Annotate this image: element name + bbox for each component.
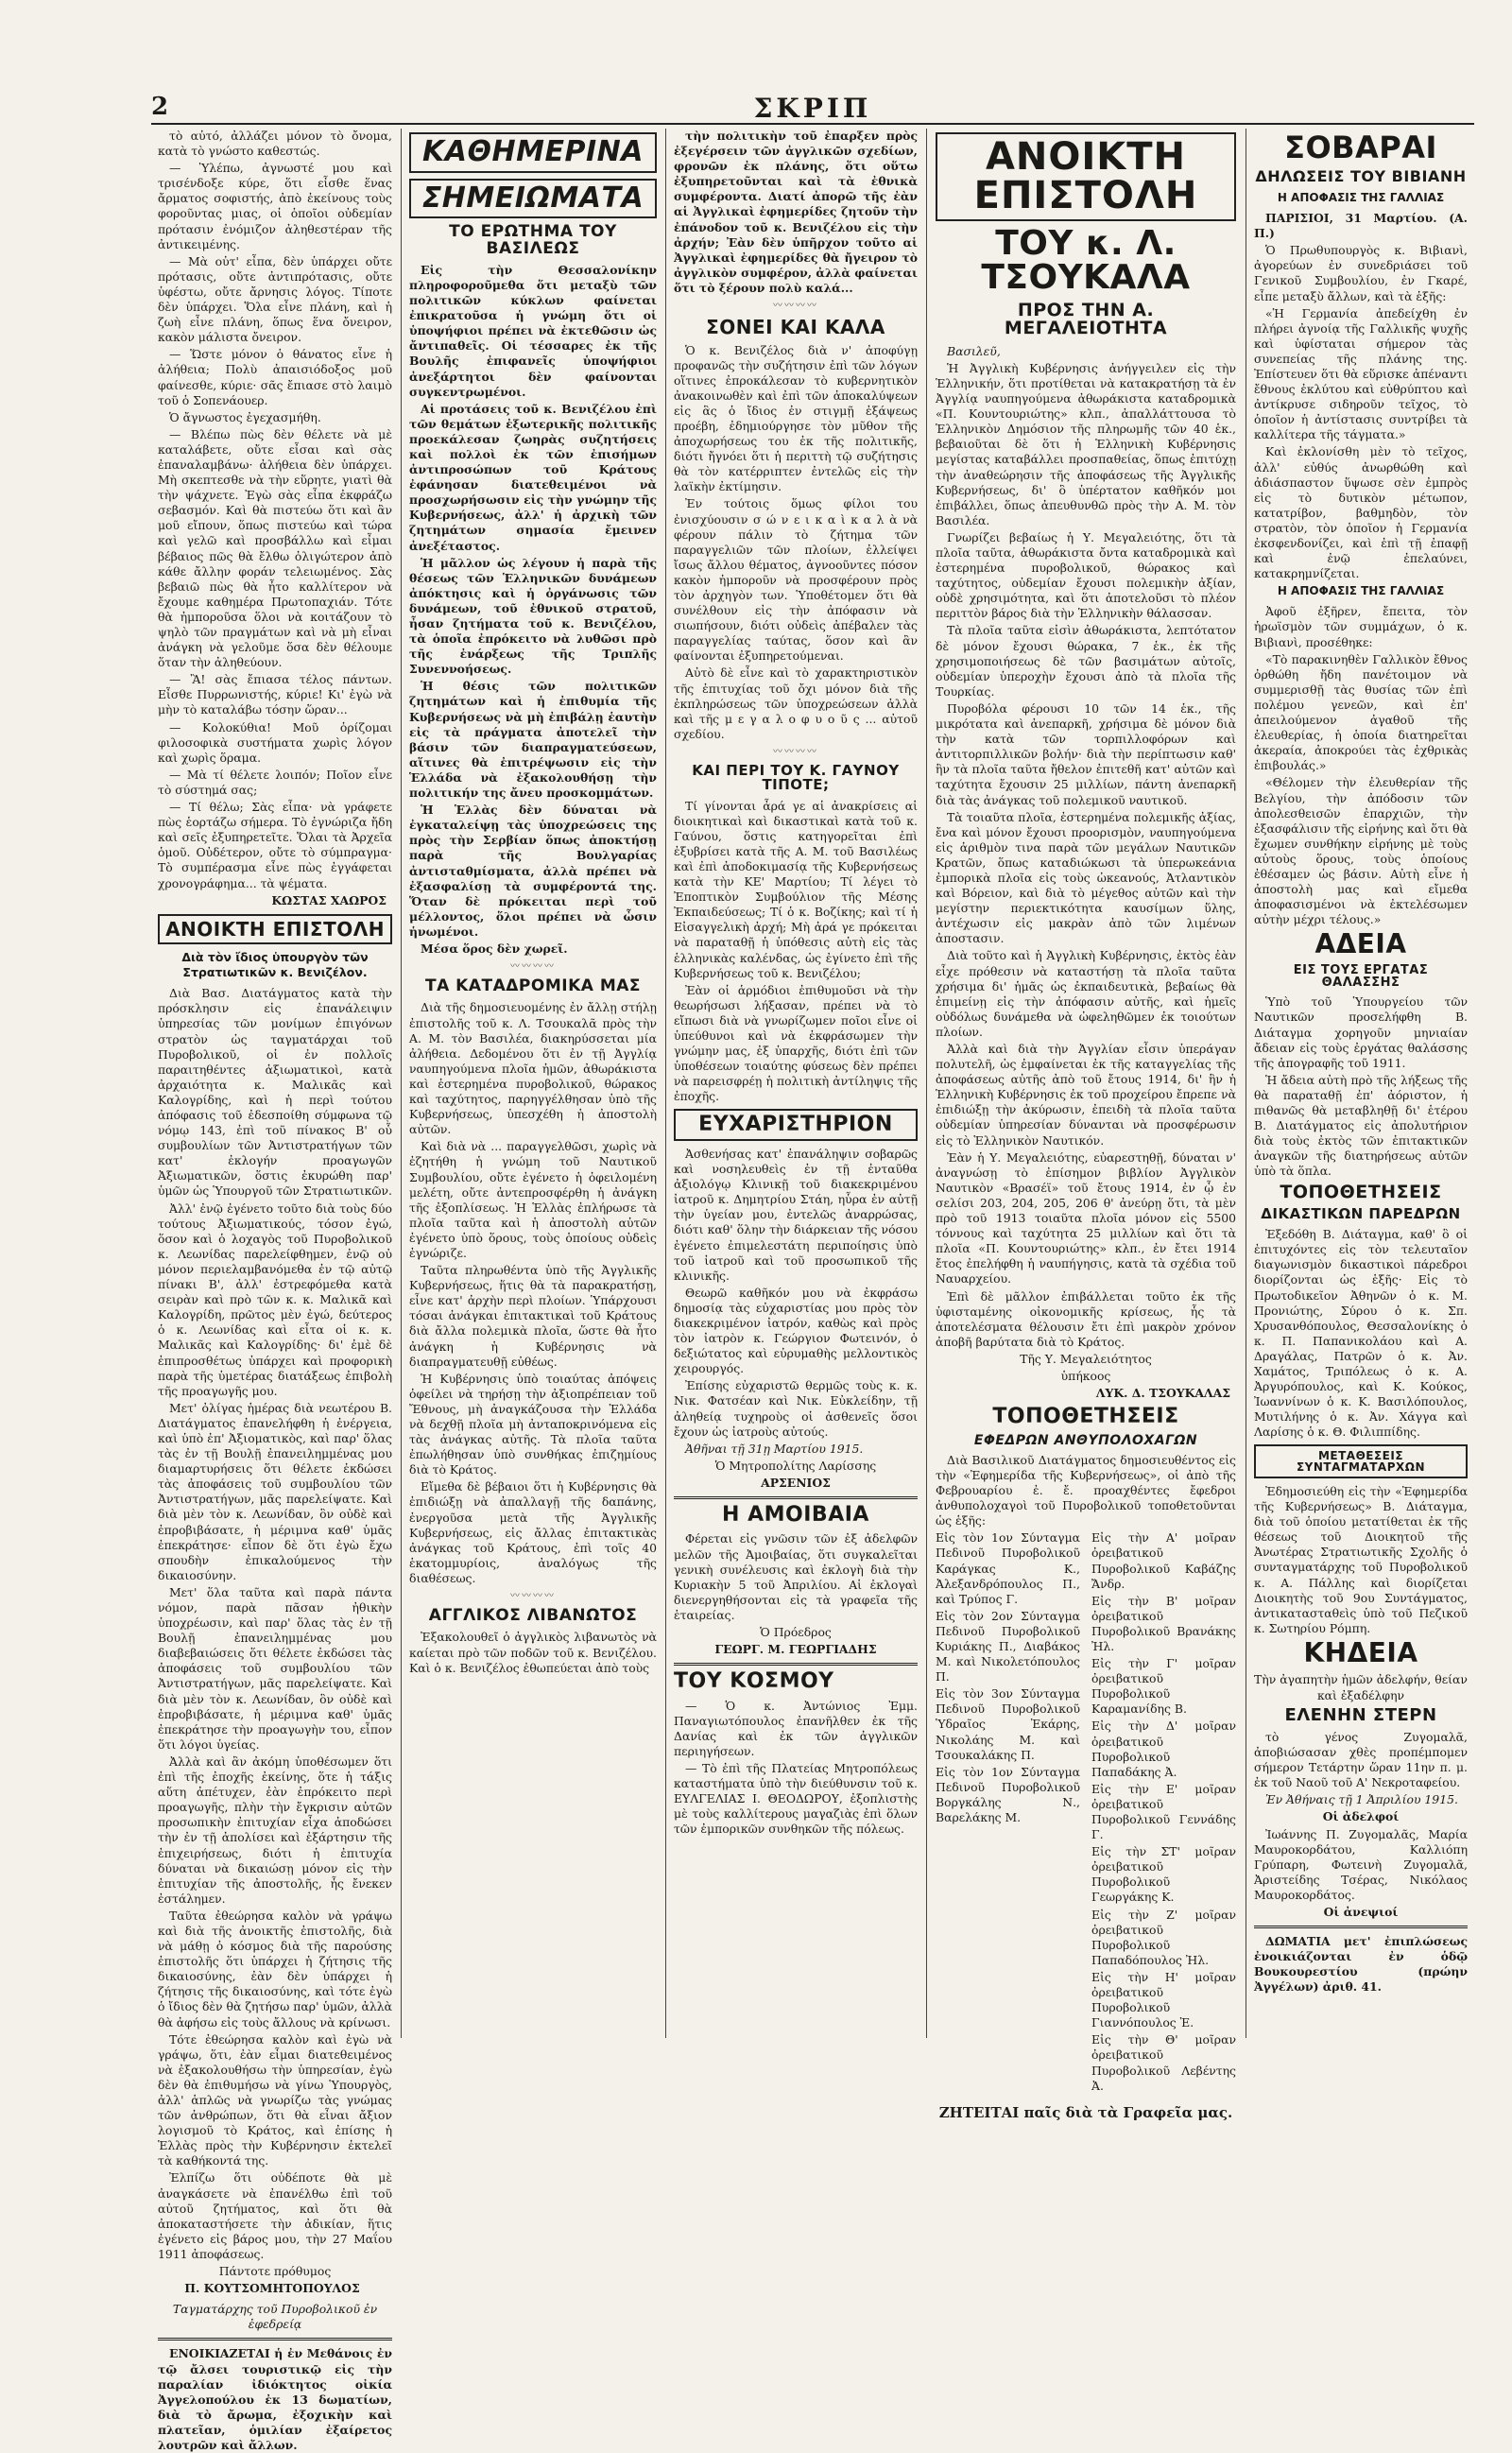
text-paragraph: — Τὸ ἐπὶ τῆς Πλατείας Μητροπόλεως καταστήματα ὑπὸ τὴν διεύθυνσιν τοῦ κ. ΕΥΛΓΕΛΙΑΣ Ι. ΘΕΟΔΩΡΟΥ, ἐξοπλιστὴς μὲ τοὺς καλλίτερους μαγαζιὰς ἐπὶ ὅλων τῶν ἐμπορικῶν συνθηκῶν τῆς πόλεως. (674, 1761, 918, 1837)
text-paragraph: Μετ' ὀλίγας ἡμέρας διὰ νεωτέρου Β. Διατάγματος ἐπανελήφθη ἡ ἐνέργεια, καὶ ὑπὸ ἐπ' Ἀξιοματικὸς, καὶ παρ' ὅλας τὰς ἐν τῇ Βουλῇ ἐπανειλημμένας μου διαμαρτυρήσεις ὅτι θέλετε ἐκδώσει τὰς ἀποφάσεις τοῦ συμβουλίου τῶν Ἀντιστρατήγων, μᾶς παρελείψατε. Καὶ διὰ μὲν τὸν κ. Λεωνίδαν, ὃν οὐδὲ καὶ ἐπροβιβάσατε, ἡ μέριμνα καθ' ὑμᾶς ἐπεκράτησε· εἶπον δὲ ὅτι ἐγὼ ἔχω σπουδὴν ἐπικαλούμενος τὴν δικαιοσύνην. (158, 1400, 392, 1582)
signature-line: Ὁ Μητροπολίτης Λαρίσσης (714, 1458, 877, 1473)
column-1 (151, 129, 399, 2452)
text-paragraph: Καὶ ἐκλονίσθη μὲν τὸ τεῖχος, ἀλλ' εὐθύς ἀνωρθώθη καὶ ἀδιάσπαστον ὕψωσε σὲν ἐμπρὸς εἰς τὸ δυτικὸν μέτωπον, κατατρίβον, βαθμηδὸν, τὸν στρατὸν, τὸν ὁποῖον ἡ Γερμανία ἐκσφενδονίζει, καὶ ἐπὶ τῇ ἐπαφῇ καὶ ἐνῷ ἐπελαύνει, κατακρημνίζεται. (1254, 444, 1468, 581)
text-paragraph: Διὰ τοῦτο καὶ ἡ Ἀγγλικὴ Κυβέρνησις, ἐκτὸς ἐὰν εἶχε πρόθεσιν νὰ καταστήσῃ τὰ πλοῖα ταῦτα χρήσιμα δι' ἡμᾶς ὡς ἐκπαιδευτικὰ, βεβαίως θὰ ἐπιμείνῃ εἰς τὴν ἀπόφασιν αὐτῆς, καὶ ἡμεῖς οὐδόλως δυνάμεθα νὰ ὠφεληθῶμεν ἐκ τοιούτων πλοίων. (936, 948, 1236, 1039)
dateline: Ἐν Ἀθήναις τῇ 1 Ἀπριλίου 1915. (1265, 1792, 1458, 1807)
text-paragraph: Ὁ Πρωθυπουργὸς κ. Βιβιανὶ, ἀγορεύων ἐν συνεδριάσει τοῦ Γενικοῦ Συμβουλίου, ἐν Γκαρέ, εἶπε μεταξὺ ἄλλων, καὶ τὰ ἑξῆς: (1254, 243, 1468, 303)
text-paragraph: Ἐδημοσιεύθη εἰς τὴν «Ἐφημερίδα τῆς Κυβερνήσεως» Β. Διάταγμα, διὰ τοῦ ὁποίου μετατίθεται ἐκ τῆς θέσεως τοῦ Διοικητοῦ τῆς Ἀνωτέρας Στρατιωτικῆς Σχολῆς ὁ συνταγματάρχης τοῦ Πυροβολικοῦ κ. Α. Πάλλης καὶ διορίζεται Διοικητὴς τοῦ 9ου Συντάγματος, ἀντικατασταθεὶς ὑπὸ τοῦ Πεζικοῦ κ. Σωτηρίου Ρόμπη. (1254, 1483, 1468, 1635)
text-paragraph: Θεωρῶ καθῆκόν μου νὰ ἐκφράσω δημοσίᾳ τὰς εὐχαριστίας μου πρὸς τὸν διακεκριμένον ἰατρόν, καθὼς καὶ πρὸς τὸν ἰατρὸν κ. Γεώργιον Φωτεινόν, ὁ δεξιώτατος καὶ εὐρυμαθὴς μελλοντικὸς χειρουργός. (674, 1285, 918, 1376)
list-item: Εἰς τὸν 3ον Σύνταγμα Πεδινοῦ Πυροβολικοῦ Ὑδραῖος Ἐκάρης, Νικολάης Μ. καὶ Τσουκαλάκης Π. (936, 1686, 1080, 1762)
closing-line: Πάντοτε πρόθυμος (218, 2264, 332, 2279)
list-item: Εἰς τὸν 1ον Σύνταγμα Πεδινοῦ Πυροβολικοῦ Βοργκάλης Ν., Βαρελάκης Μ. (936, 1764, 1080, 1825)
text-paragraph: τὴν πολιτικὴν τοῦ ἐπαρξεν πρὸς ἐξεγέρσειν τῶν ἀγγλικῶν σχεδίων, φρονῶν ἐκ πλάνης, ὅτι οὕτω ἐξυπηρετοῦνται καὶ τὰ ἐθνικὰ συμφέροντα. Διατί ἀπορῶ τῆς ἐὰν αἱ Ἀγγλικαὶ ἐφημερίδες ζητοῦν τὴν ἐπάνοδον τοῦ κ. Βενιζέλου εἰς τὴν ἀρχήν; Ἐὰν δὲν ὑπῆρχον τοῦτο αἱ Ἀγγλικαὶ ἐφημερίδες θὰ ἤγειρον τὸ ἀγγλικὸν συμφέρον, ἀλλὰ φαίνεται ὅτι τὸ ξέρουν πολὺ καλά... (674, 129, 918, 295)
article-headline: ΤΟΠΟΘΕΤΗΣΕΙΣ (1280, 1181, 1442, 1202)
text-paragraph: «Τὸ παρακινηθὲν Γαλλικὸν ἔθνος ὀρθώθη ἤδη πανέτοιμον νὰ συμμερισθῇ τὰς θυσίας τῶν ἐπὶ πολέμου γενεῶν, καὶ ἐπ' ἀπειλούμενον ἀγαθοῦ τῆς ἐλευθερίας, ἡ ὁποία διατηρεῖται ἀκεραία, ἀποκρούει τὰς ἐχθρικὰς ἐπιβουλάς.» (1254, 651, 1468, 773)
text-paragraph: τὸ γένος Ζυγομαλᾶ, ἀποβιώσασαν χθὲς προπέμπομεν σήμερον Τετάρτην ὥραν 11ην π. μ. ἐκ τοῦ Ναοῦ τοῦ Α' Νεκροταφείου. (1254, 1730, 1468, 1790)
wanted-notice: ΖΗΤΕΙΤΑΙ παῖς διὰ τὰ Γραφεῖα μας. (938, 2103, 1233, 2121)
article-subheadline: Διὰ τὸν ἴδιος ὑπουργὸν τῶν Στρατιωτικῶν κ. Βενιζέλον. (181, 950, 369, 980)
column-rule (401, 129, 402, 2038)
author-signature: ΚΩΣΤΑΣ ΧΑΩΡΟΣ (271, 892, 387, 907)
signature-name: ΑΡΣΕΝΙΟΣ (761, 1475, 831, 1490)
text-paragraph: τὸ αὐτό, ἀλλάζει μόνον τὸ ὄνομα, κατὰ τὸ γνώστο καθεστώς. (158, 129, 392, 159)
dateline: Ἀθῆναι τῇ 31ῃ Μαρτίου 1915. (685, 1441, 864, 1456)
author-title: Ταγματάρχης τοῦ Πυροβολικοῦ ἐν ἐφεδρείᾳ (172, 2302, 378, 2332)
text-paragraph: Αἱ προτάσεις τοῦ κ. Βενιζέλου ἐπὶ τῶν θεμάτων ἐξωτερικῆς πολιτικῆς προεκάλεσαν ζωηρὰς συζητήσεις καὶ πολλοὶ ἐκ τῶν ἐπισήμων ἀντιπροσώπων τοῦ Κράτους ἐφάνησαν διατεθειμένοι νὰ προσχωρήσωσιν εἰς τὴν γνώμην τῆς Κυβερνήσεως, ἀλλ' ἡ ἀρχικὴ τῶν ζητημάτων σημασία ἔμεινεν ἀνεξέταστος. (409, 401, 657, 553)
column-rule (926, 129, 927, 2038)
text-paragraph: — Μὰ οὐτ' εἶπα, δὲν ὑπάρχει οὔτε πρότασις, οὔτε ἀντιπρότασις, οὔτε ὑφέστω, οὔτε ἄρνησις λόγος. Τίποτε δὲν ὑπάρχει. Ὅλα εἶνε πλάνη, καὶ ἡ ζωὴ εἶνε πλάνη, ὅπως ἕνα ὄνειρον, κακὸν μάλιστα ὄνειρον. (158, 253, 392, 345)
text-paragraph: — Ὑλέπω, ἀγνωστέ μου καὶ τρισένδοξε κύρε, ὅτι εἶσθε ἕνας ἄρματος σοφιστής, ἀπὸ ἐκείνους τοὺς φοροῦντας μιας, οἱ ὁποῖοι οὐδεμίαν πρότασιν ἐνόμιζον ἀληθεστέραν τῆς ἀντικειμένης. (158, 161, 392, 251)
text-paragraph: Τὴν ἀγαπητὴν ἡμῶν ἀδελφήν, θείαν καὶ ἐξαδέλφην (1254, 1672, 1468, 1702)
salutation: Βασιλεῦ, (947, 343, 1001, 358)
list-item: Εἰς τὴν Ζ' μοῖραν ὀρειβατικοῦ Πυροβολικοῦ Παπαδόπουλος Ἠλ. (1091, 1907, 1236, 1967)
deceased-name: ΕΛΕΝΗΝ ΣΤΕΡΝ (1284, 1704, 1437, 1725)
text-paragraph: — Ὥστε μόνον ὁ θάνατος εἶνε ἡ ἀλήθεια; Πολὺ ἀπαισιόδοξος μοῦ φαίνεσθε, κύριε· σᾶς ἔπιασε στὸ λαιμὸ τοῦ ὁ Σοπενάουερ. (158, 347, 392, 407)
section-headline: ΣΗΜΕΙΩΜΑΤΑ (409, 179, 657, 219)
article-headline: ΚΑΙ ΠΕΡΙ ΤΟΥ Κ. ΓΑΥΝΟΥ ΤΙΠΟΤΕ; (692, 762, 900, 794)
divider (1254, 1926, 1468, 1928)
article-headline: ΤΟ ΕΡΩΤΗΜΑ ΤΟΥ ΒΑΣΙΛΕΩΣ (449, 222, 617, 258)
article-subheadline: ΕΙΣ ΤΟΥΣ ΕΡΓΑΤΑΣ ΘΑΛΑΣΣΗΣ (1293, 962, 1429, 991)
funeral-headline: ΚΗΔΕΙΑ (1303, 1636, 1418, 1668)
page-number: 2 (151, 93, 169, 121)
text-paragraph: Τότε ἐθεώρησα καλὸν καὶ ἐγὼ νὰ γράψω, ὅτι, ἐὰν εἶμαι διατεθειμένος νὰ ἐξακολουθήσω τὴν ὑπηρεσίαν, ἐγὼ δὲν θὰ ἐπιθυμήσω νὰ γίνω Ὑπουργὸς, ἀλλ' ἁπλῶς νὰ γνωρίζω τὰς γνώμας τῶν ἀνθρώπων, ὅτι θὰ εἶναι ἄξιον λογισμοῦ τὸ Κράτος, καὶ ἐπίσης ἡ Ἑλλὰς πρὸς τὴν Κυβέρνησιν ἐκτελεῖ τὰ καθήκοντά της. (158, 2031, 392, 2168)
author-signature: Π. ΚΟΥΤΣΟΜΗΤΟΠΟΥΛΟΣ (184, 2281, 360, 2296)
list-item: Εἰς τὴν Α' μοῖραν ὀρειβατικοῦ Πυροβολικοῦ Καβάζης Ἄνδρ. (1091, 1530, 1236, 1591)
divider (158, 2338, 392, 2341)
text-paragraph: Καὶ διὰ νὰ ... παραγγελθῶσι, χωρὶς νὰ ἐζητήθη ἡ γνώμη τοῦ Ναυτικοῦ Συμβουλίου, οὔτε ἐγένετο ἡ ὀφειλομένη μελέτη, οὔτε ἀντεπροσφέρθη ἡ ἀνάγκη τῆς ἐξοπλίσεως. Ἡ Ἑλλὰς ἐπλήρωσε τὰ πλοῖα ταῦτα καὶ ἡ ἀποστολὴ αὐτῶν ἐγένετο ὑπὸ ὅρους, τοὺς ὁποίους οὐδεὶς ἐγνώριζε. (409, 1139, 657, 1260)
text-paragraph: Ὑπὸ τοῦ Ὑπουργείου τῶν Ναυτικῶν προσελήφθη Β. Διάταγμα χορηγοῦν μηνιαίαν ἄδειαν εἰς τοὺς ἐργάτας θαλάσσης τῆς ἀπογραφῆς τοῦ 1911. (1254, 994, 1468, 1070)
list-item: Εἰς τὴν Β' μοῖραν ὀρειβατικοῦ Πυροβολικοῦ Βρανάκης Ἠλ. (1091, 1593, 1236, 1653)
classified-notice: ΔΩΜΑΤΙΑ μετ' ἐπιπλώσεως ἐνοικιάζονται ἐν ὁδῷ Βουκουρεστίου (πρώην Ἀγγέλων) ἀριθ. 41. (1254, 1934, 1468, 1995)
text-paragraph: Ἡ Ἑλλὰς δὲν δύναται νὰ ἐγκαταλείψῃ τὰς ὑποχρεώσεις της πρὸς τὴν Σερβίαν ὅπως ἀποκτήσῃ παρὰ τῆς Βουλγαρίας ἀντισταθμίσματα, ἀλλὰ πρέπει νὰ ἐξασφαλίσῃ τὰ συμφέροντά της. Ὅταν δὲ πρόκειται περὶ τοῦ μέλλοντος, ὅλοι πρέπει νὰ ὦσιν ἡνωμένοι. (409, 803, 657, 939)
text-paragraph: Εἴμεθα δὲ βέβαιοι ὅτι ἡ Κυβέρνησις θὰ ἐπιδιώξῃ νὰ ἀπαλλαγῇ τῆς δαπάνης, ἐνεργοῦσα μετὰ τῆς Ἀγγλικῆς Κυβερνήσεως, εἰς ἄλλας ἐπιτακτικὰς ἀνάγκας τοῦ Κράτους, ἐπὶ τοῖς 40 ἑκατομμυρίοις, ἀναλόγως τῆς διαθέσεως. (409, 1479, 657, 1585)
text-paragraph: Ἐξακολουθεῖ ὁ ἀγγλικὸς λιβανωτὸς νὰ καίεται πρὸ τῶν ποδῶν τοῦ κ. Βενιζέλου. Καὶ ὁ κ. Βενιζέλος ἐθωπεύεται ἀπὸ τοὺς (409, 1630, 657, 1675)
text-paragraph: Τί γίνονται ἆρά γε αἱ ἀνακρίσεις αἱ διοικητικαὶ καὶ δικαστικαὶ κατὰ τοῦ κ. Γαύνου, ὅστις κατηγορεῖται ἐπὶ ἐξυβρίσει κατὰ τῆς Α. Μ. τοῦ Βασιλέως καὶ ἐπὶ ἀποδοκιμασίᾳ τῆς Κυβερνήσεως κατὰ τὴν ΚΕ' Μαρτίου; Τί λέγει τὸ Ἐποπτικὸν Συμβούλιον τῆς Μέσης Ἐκπαιδεύσεως; Τί ὁ κ. Βοζίκης; καὶ τί ἡ Εἰσαγγελικὴ ἀρχή; Μὴ ἀρά γε πρόκειται νὰ παραταθῇ ἡ ὑπόθεσις αὐτὴ εἰς τὰς ἑλληνικὰς καλένδας, ὡς ἐγίνετο ἐπὶ τῆς Κυβερνήσεως τοῦ κ. Βενιζέλου; (674, 798, 918, 980)
text-paragraph: — Βλέπω πὼς δὲν θέλετε νὰ μὲ καταλάβετε, οὔτε εἶσαι καὶ σὰς ἐπαναλαμβάνω· ἀλήθεια δὲν ὑπάρχει. Μὴ σκεπτεσθε νὰ τὴν εὕρητε, γιατὶ θὰ τὴν ψάχνετε. Ἐγὼ σὰς εἶπα ἐκφράζω σεβασμόν. Καὶ θὰ πιστεύω ὅτι καὶ ἂν μοῦ εἴπουν, ὅπως πιστεύω καὶ τώρα καὶ γελῶ καὶ προσβάλλω καὶ εἶμαι βέβαιος πῶς θὰ ἔλθω ὀλιγώτερον ἀπὸ κάθε ἄλλην φοράν τελειωμένος. Σὰς βεβαιῶ πὼς θὰ ἦτο καλλίτερον νὰ ἔχουμε καθημέρα Πρωτοπαχιάν. Τότε θὰ ἠμποροῦσα ὅλοι νὰ κοιτάζουν τὸ ψηλὸ τῶν πραγμάτων καὶ νὰ μὴ εἶναι ἀνάγκη νὰ γελοῦμε ὅσα δὲν θέλουμε ὅταν τὴν ἀληθεύουν. (158, 426, 392, 670)
article-headline-line-2: ΔΗΛΩΣΕΙΣ ΤΟΥ ΒΙΒΙΑΝΗ (1255, 166, 1467, 185)
text-paragraph: Ἡ ἄδεια αὐτὴ πρὸ τῆς λήξεως τῆς θὰ παραταθῇ ἐπ' ἀόριστον, ἡ πιθανῶς θὰ μεταβληθῇ δι' ἑτέρου Β. Διατάγματος εἰς ἀπολυτήριον διὰ τοὺς ἐκτὸς τῶν ἐπιτακτικῶν ἀναγκῶν τῆς διατηρήσεως αὐτῶν ὑπὸ τὰ ὅπλα. (1254, 1072, 1468, 1179)
article-headline: Η ΑΜΟΙΒΑΙΑ (722, 1503, 869, 1528)
text-paragraph: Ἡ μᾶλλον ὡς λέγουν ἡ παρὰ τῆς θέσεως τῶν Ἑλληνικῶν δυνάμεων ἀπόκτησις καὶ ἡ ὀργάνωσις τῶν δυνάμεων, τοῦ ἐθνικοῦ στρατοῦ, ἦσαν ζητήματα τοῦ κ. Βενιζέλου, τὰ ὁποῖα ἐπρόκειτο νὰ λυθῶσι πρὸ τῆς ἐνάρξεως τῆς Τριπλῆς Συνεννοήσεως. (409, 555, 657, 677)
text-paragraph: Ἀλλὰ καὶ διὰ τὴν Ἀγγλίαν εἶσιν ὑπεράγαν πολυτελῆ, ὡς ἐμφαίνεται ἐκ τῆς καταγγελίας τῆς ἀποφάσεως αὐτῆς ἀπὸ τοῦ ἔτους 1914, δι' ἣν ἡ Ἑλληνικὴ Κυβέρνησις ἐκ τοῦ προχείρου ἔπρεπε νὰ ἐπιδιώξῃ τὴν ἀκύρωσιν, ἐπειδὴ τὰ πλοῖα ταῦτα οὐδεμίαν ὑπηρεσίαν δύνανται νὰ προσφέρωσιν εἰς τὸ Ἑλληνικὸν Ναυτικόν. (936, 1042, 1236, 1148)
signature-line: Οἱ ἀδελφοί (1322, 1809, 1400, 1824)
list-item: Εἰς τὴν Δ' μοῖραν ὀρειβατικοῦ Πυροβολικοῦ Παπαδάκης Ἀ. (1091, 1719, 1236, 1779)
column-2 (403, 129, 663, 2038)
article-headline: ΤΑ ΚΑΤΑΔΡΟΜΙΚΑ ΜΑΣ (425, 976, 641, 996)
text-paragraph: Ταῦτα ἐθεώρησα καλὸν νὰ γράψω καὶ διὰ τῆς ἀνοικτῆς ἐπιστολῆς, διὰ νὰ μάθῃ ὁ κόσμος διὰ τῆς παρούσης ἐπιστολῆς ὅτι ὑπάρχει ἡ ζήτησις τῆς δικαιοσύνης, ἐὰν δὲν ὑπάρχει ἡ ζήτησις τῆς δικαιοσύνης, καὶ τότε ἐγὼ ὁ ἴδιος δὲν θὰ ζητήσω παρ' ὑμῶν, ἀλλὰ θὰ ἀφήσω εἰς τοὺς ἄλλους νὰ κρίνωσι. (158, 1908, 392, 2030)
section-headline: ΚΑΘΗΜΕΡΙΝΑ (409, 132, 657, 173)
text-paragraph: Τὰ τοιαῦτα πλοῖα, ἐστερημένα πολεμικῆς ἀξίας, ἔνα καὶ μόνον ἔχουσι προορισμὸν, ναυπηγούμενα εἰς ἀριθμὸν τινα παρὰ τῶν μεγάλων Ναυτικῶν Κρατῶν, ὅπως καταδιώκωσι τὰ ὑπερωκεάνια ἐμπορικὰ πλοῖα εἰς τοὺς ὠκεανούς, Ἀτλαντικὸν καὶ Βόρειον, καὶ διὰ τὸ μέγεθος αὐτῶν καὶ τὴν μεγίστην περιεκτικότητα καυσίμων ὕλης, ἀντέχωσιν εἰς μακρὰν ἀπὸ τῶν λιμένων ἀποστασιν. (936, 809, 1236, 946)
article-headline: ΣΟΒΑΡΑΙ (1284, 130, 1437, 165)
text-paragraph: — Ἂ! σὰς ἔπιασα τέλος πάντων. Εἶσθε Πυρρωνιστής, κύριε! Κι' ἐγὼ νὰ μὴν τὸ καταλάβω τόσην ὥραν... (158, 672, 392, 717)
text-paragraph: Ἐλπίζω ὅτι οὐδέποτε θὰ μὲ ἀναγκάσετε νὰ ἐπανέλθω ἐπὶ τοῦ αὐτοῦ ζητήματος, καὶ ὅτι θὰ ἀποκαταστήσετε τὴν ἀδικίαν, ἥτις ἐγένετο εἰς βάρος μου, τὴν 27 Μαΐου 1911 ἀποφάσεως. (158, 2170, 392, 2261)
signature-name: ΓΕΩΡΓ. Μ. ΓΕΩΡΓΙΑΔΗΣ (714, 1642, 877, 1657)
article-headline: ΑΔΕΙΑ (1314, 928, 1407, 960)
text-paragraph: Πυροβόλα φέρουσι 10 τῶν 14 ἑκ., τῆς μικρότατα καὶ ἀνεπαρκῆ, χρήσιμα δὲ μόνον διὰ τὴν κατὰ τῶν τορπιλλοφόρων καὶ ἀντιτορπιλλικῶν βολήν· διὰ τὴν περίπτωσιν καθ' ἣν τὰ πλοῖα ταῦτα ἤθελον ἐπιτεθῆ κατ' αὐτῶν καὶ ταχύτητα ἔχουσιν 25 μιλλίων, πάντη ἀνεπαρκῆ διὰ τὰς ἀνάγκας τοῦ πολεμικοῦ ναυτικοῦ. (936, 700, 1236, 807)
appointments-list (936, 1530, 1236, 2095)
text-paragraph: — Ὁ κ. Ἀντώνιος Ἐμμ. Παναγιωτόπουλος ἐπανῆλθεν ἐκ τῆς Δανίας καὶ ἐκ τῶν ἀγγλικῶν περιηγήσεων. (674, 1698, 918, 1758)
text-paragraph: Ἀλλ' ἐνῷ ἐγένετο τοῦτο διὰ τοὺς δύο τούτους Ἀξιωματικούς, τόσον ἐγώ, ὅσον καὶ ὁ λοχαγὸς τοῦ Πυροβολικοῦ κ. Λεωνίδας παρελείφθημεν, ἐνῷ οὐ μόνον περιελαμβανόμεθα ἐν τῷ αὐτῷ πίνακι Β', ἀλλ' ἐστρεφόμεθα κατὰ σειρὰν καὶ πρὸ τῶν κ. κ. Μαλικᾶ καὶ Καλογρίδη, πρῶτος μὲν ἐγώ, δεύτερος ὁ κ. Λεωνίδας καὶ εἶτα οἱ κ. κ. Μαλικᾶς καὶ Καλογρίδης· δι' ἐμὲ δὲ ἐπιπροσθέτως ὑπάρχει καὶ προφορικὴ παρὰ τῆς ὑμετέρας διατάξεως ἐπιβολὴ τῆς προαγωγῆς μου. (158, 1201, 392, 1398)
list-item: Εἰς τὸν 2ον Σύνταγμα Πεδινοῦ Πυροβολικοῦ Κυριάκης Π., Διαβάκος Μ. καὶ Νικολετόπουλος Π. (936, 1608, 1080, 1684)
main-headline: ΑΝΟΙΚΤΗ ΕΠΙΣΤΟΛΗ (936, 132, 1236, 221)
article-headline: ΤΟΥ ΚΟΣΜΟΥ (674, 1669, 834, 1694)
text-paragraph: Ἡ θέσις τῶν πολιτικῶν ζητημάτων καὶ ἡ ἐπιθυμία τῆς Κυβερνήσεως νὰ μὴ ἐπιβάλῃ ἑαυτὴν εἰς τὰ πράγματα ἀποτελεῖ τὴν βάσιν τῶν διαπραγματεύσεων, αἵτινες θὰ ἐπιτρέψωσιν εἰς τὴν Ἑλλάδα νὰ ἐξακολουθήσῃ τὴν πολιτικήν της ἄνευ προσκομμάτων. (409, 679, 657, 801)
dateline: ΠΑΡΙΣΙΟΙ, 31 Μαρτίου. (Α. Π.) (1254, 211, 1468, 241)
list-item: Εἰς τὴν Γ' μοῖραν ὀρειβατικοῦ Πυροβολικοῦ Καραμανίδης Β. (1091, 1656, 1236, 1717)
text-paragraph: Γνωρίζει βεβαίως ἡ Υ. Μεγαλειότης, ὅτι τὰ πλοῖα ταῦτα, ἀθωράκιστα ὄντα καταδρομικὰ καὶ ἐστερημένα πυροβολικοῦ, θώρακος καὶ ταχύτητος, οὐδεμίαν ἔχουσι πολεμικὴν ἀξίαν, οὐδὲ χρησιμότητα, καὶ ὅτι ἀποτελοῦσι τὸ πλέον περιττὸν βάρος διὰ τὴν Ἑλληνικὴν θάλασσαν. (936, 529, 1236, 621)
text-paragraph: — Κολοκύθια! Μοῦ ὁρίζομαι φιλοσοφικὰ συστήματα χωρὶς λόγον καὶ χωρὶς ὅραμα. (158, 719, 392, 765)
article-headline: ΕΥΧΑΡΙΣΤΗΡΙΟΝ (674, 1109, 918, 1141)
signature-line: Ὁ Πρόεδρος (760, 1625, 832, 1640)
article-headline: ΜΕΤΑΘΕΣΕΙΣ ΣΥΝΤΑΓΜΑΤΑΡΧΩΝ (1254, 1444, 1468, 1478)
text-paragraph: Μετ' ὅλα ταῦτα καὶ παρὰ πάντα νόμον, παρὰ πᾶσαν ἠθικὴν ὑποχρέωσιν, καὶ παρ' ὅλας τὰς ἐν τῇ Βουλῇ ἐπανειλημμένας μου διαβεβαιώσεις ὅτι θέλετε ἐκδώσει τὰς ἀποφάσεις τοῦ συμβουλίου τῶν Ἀντιστρατήγων, μᾶς παρελείψατε. Καὶ διὰ μὲν τὸν κ. Λεωνίδαν, ὃν οὐδὲ καὶ ἐπροβιβάσατε, ἡ μέριμνα καθ' ὑμᾶς ἐπεκράτησε τὴν προαγωγὴν του, εἶπον ὅτι λόγοι ὑγείας. (158, 1584, 392, 1752)
text-paragraph: Ἰωάννης Π. Ζυγομαλᾶς, Μαρία Μαυροκορδάτου, Καλλιόπη Γρύπαρη, Φωτεινὴ Ζυγομαλᾶ, Ἀριστείδης Τσέρας, Νικόλαος Μαυροκορδάτος. (1254, 1826, 1468, 1902)
article-subheadline: Η ΑΠΟΦΑΣΙΣ ΤΗΣ ΓΑΛΛΙΑΣ (1277, 190, 1445, 204)
list-item: Εἰς τὴν Ε' μοῖραν ὀρειβατικοῦ Πυροβολικοῦ Γεννάδης Γ. (1091, 1781, 1236, 1842)
article-headline: ΑΓΓΛΙΚΟΣ ΛΙΒΑΝΩΤΟΣ (428, 1606, 638, 1626)
article-headline: ΑΝΟΙΚΤΗ ΕΠΙΣΤΟΛΗ (158, 914, 392, 944)
text-paragraph: Μέσα ὅρος δὲν χωρεῖ. (421, 941, 568, 956)
column-rule (665, 129, 666, 2038)
ornament-separator: 〰〰〰〰 (773, 746, 818, 757)
list-item: Εἰς τὴν Η' μοῖραν ὀρειβατικοῦ Πυροβολικοῦ Γιαννόπουλος Ἐ. (1091, 1969, 1236, 2030)
article-headline: ΤΟΠΟΘΕΤΗΣΕΙΣ (992, 1405, 1179, 1429)
text-paragraph: Ἀλλὰ καὶ ἂν ἀκόμη ὑποθέσωμεν ὅτι ἐπὶ τῆς ἐποχῆς ἐκείνης, ὅτε ἡ τάξις αὕτη ἀπέτυχεν, ἐὰν ἐπρόκειτο περὶ προαγωγῆς, πλὴν τὴν ἔγκρισιν αὐτῶν προσωπικὴν ἐπιτυχίαν εἶχα ἀποδώσει τὴν ἐν τῇ ἀπολίσει καὶ ἐξάρτησιν τῆς ἐπιχειρήσεως, διότι ἡ ἐπιτυχία δύναται νὰ δικαιώσῃ μόνον εἰς τὴν ἐπιτυχίαν τῆς ἀποστολῆς, ἧς ἔνεκεν ἐστάλημεν. (158, 1753, 392, 1906)
column-5 (1247, 129, 1474, 2038)
list-item: Εἰς τὸν 1ον Σύνταγμα Πεδινοῦ Πυροβολικοῦ Καράγκας Κ., Ἀλεξανδρόπουλος Π., καὶ Τρύπος Γ. (936, 1530, 1080, 1606)
ornament-separator: 〰〰〰〰 (773, 301, 818, 312)
text-paragraph: Διὰ Βασ. Διατάγματος κατὰ τὴν πρόσκλησιν εἰς ἐπανάλειψιν ὑπηρεσίας τῶν μονίμων ἐπιγόνων στρατὸν ὡς ταγματάρχαι τοῦ Πυροβολικοῦ, οἱ ἐν πολλοῖς παραιτηθέντες ἀξιωματικοὶ, κατὰ ἀρχαιότητα κ. Μαλικᾶς καὶ Καλογρίδης, καὶ ἡ περὶ τούτου ἀπόφασις τοῦ ἐδεσποίθη σύμφωνα τῷ νόμῳ 143, ἐπὶ τοῦ πίνακος Β' οὗ συμβουλίων τῶν Ἀντιστρατήγων τῶν κατ' ἐκλογήν προαγωγῶν Ἀξιωματικῶν, ὅστις ἐκυρώθη παρ' ὑμῶν ὡς Ὑπουργοῦ τῶν Στρατιωτικῶν. (158, 986, 392, 1199)
text-paragraph: «Ἡ Γερμανία ἀπεδείχθη ἐν πλήρει ἀγνοίᾳ τῆς Γαλλικῆς ψυχῆς καὶ ὑφίσταται σήμερον τὰς συνεπείας τῆς πλάνης της. Ἐπίστευεν ὅτι θὰ εὕρισκε ἀπέναντι ἔθνους ἐκλύτου καὶ εὐθρύπτου καὶ ἀντίκρυσε σιδηροῦν τεῖχος, τὸ ὁποῖον ἡ ἀντίστασις συντρίβει τὰ καλλίτερα τῆς τάγματα.» (1254, 305, 1468, 442)
signature-line: Οἱ ἀνεψιοί (1323, 1905, 1399, 1920)
text-paragraph: Ἀσθενήσας κατ' ἐπανάληψιν σοβαρῶς καὶ νοσηλευθεὶς ἐν τῇ ἐνταῦθα ἀξιολόγῳ Κλινικῇ τοῦ διακεκριμένου ἰατροῦ κ. Δημητρίου Στάη, ηὗρα ἐν αὐτῇ τὴν ὑγείαν μου, ἐντελῶς ἀναρρώσας, διότι καθ' ὅλην τὴν διάρκειαν τῆς νόσου ἐγένετο ἐπιμελεστάτη περιποίησις ὑπὸ τοῦ ἰατροῦ καὶ τοῦ προσωπικοῦ τῆς κλινικῆς. (674, 1146, 918, 1283)
text-paragraph: Ἐξεδόθη Β. Διάταγμα, καθ' ὃ οἱ ἐπιτυχόντες εἰς τὸν τελευταῖον διαγωνισμὸν δικαστικοὶ πάρεδροι διορίζονται ὡς ἑξῆς· Εἰς τὸ Πρωτοδικεῖον Ἀθηνῶν ὁ κ. Μ. Προνιώτης, Σύρου ὁ κ. Σπ. Χρυσανθόπουλος, Θεσσαλονίκης ὁ κ. Π. Παπανικολάου καὶ Α. Δραγάλας, Πατρῶν ὁ κ. Ἀν. Χαμάτος, Τριπόλεως ὁ κ. Α. Ἀργυρόπουλος, καὶ Κ. Κούκος, Ἰωαννίνων ὁ κ. Κ. Βασιλόπουλος, Μυτιλήνης ὁ κ. Ἀν. Χάγγα καὶ Λαρίσης ὁ κ. Θ. Φιλιππίδης. (1254, 1227, 1468, 1440)
text-paragraph: Ὁ κ. Βενιζέλος διὰ ν' ἀποφύγῃ προφανῶς τὴν συζήτησιν ἐπὶ τῶν λόγων οἵτινες ἐπροκάλεσαν τὸ κυβερνητικὸν ἀνακοινωθὲν καὶ ἐπὶ τῶν ἀποκαλύψεων εἰς ἃς ὁ ἴδιος ἐν στιγμῇ ἐξάψεως προέβη, ἐδημιούργησε τὸν μῦθον τῆς ἀποχωρήσεως του ἐκ τῆς πολιτικῆς, διότι ἤγνόει ὅτι ἡ περιττὴ τῷ συζήτησις θὰ τὸν κατέρριπτεν ἐντελῶς εἰς τὴν λαϊκὴν ἐκτίμησιν. (674, 342, 918, 494)
text-paragraph: — Τί θέλω; Σὰς εἶπα· νὰ γράφετε πὼς ἑορτάζω σήμερα. Τὸ ἐγνώριζα ἤδη καὶ σεῖς ἐξυπηρετεῖτε. Ὅλαι τὰ Ἀρχεῖα ὁμοῦ. Οὐδέτερον, οὔτε τὸ σύμπραγμα· Τὸ συμπέρασμα εἶνε πὼς ἐγγάφεται χρονογράφημα... τὰ ψέματα. (158, 800, 392, 890)
classified-notice: ΕΝΟΙΚΙΑΖΕΤΑΙ ἡ ἐν Μεθάνοις ἐν τῷ ἄλσει τουριστικῷ εἰς τὴν παραλίαν ἰδιόκτητος οἰκία Ἀγγελοπούλου ἐκ 13 δωματίων, διὰ τὸ ἄρωμα, ἐξοχικὴν καὶ πλατεῖαν, ὁμιλίαν ἐξαίρετος λουτρῶν καὶ ἄλλων. (158, 2346, 392, 2452)
list-item: Εἰς τὴν Θ' μοῖραν ὀρειβατικοῦ Πυροβολικοῦ Λεβέντης Ἀ. (1091, 2032, 1236, 2093)
list-item: Εἰς τὴν ΣΤ' μοῖραν ὀρειβατικοῦ Πυροβολικοῦ Γεωργάκης Κ. (1091, 1844, 1236, 1905)
masthead (151, 93, 1474, 125)
text-paragraph: Ἡ Κυβέρνησις ὑπὸ τοιαύτας ἀπόψεις ὀφείλει νὰ τηρήσῃ τὴν ἀξιοπρέπειαν τοῦ Ἔθνους, μὴ ἀναγκάζουσα τὴν Ἑλλάδα νὰ δεχθῇ πλοῖα μὴ ἀνταποκρινόμενα εἰς τὰς ἀνάγκας αὐτῆς. Τὰ πλοῖα ταῦτα ἐπωλήθησαν ὑπὸ συνθήκας ἐπιζημίους διὰ τὸ Κράτος. (409, 1371, 657, 1477)
ornament-separator: 〰〰〰〰 (510, 961, 556, 973)
paper-name: ΣΚΡΙΠ (753, 93, 872, 124)
text-paragraph: Αὐτὸ δὲ εἶνε καὶ τὸ χαρακτηριστικὸν τῆς ἐπιτυχίας τοῦ ὄχι μόνον διὰ τῆς ἐκπληρώσεως τῶν ὑποχρεώσεων ἀλλὰ καὶ τῆς μ ε γ α λ ο φ υ ο ῦ ς ... αὐτοῦ σχεδίου. (674, 665, 918, 741)
article-subheadline: ΔΙΚΑΣΤΙΚΩΝ ΠΑΡΕΔΡΩΝ (1261, 1204, 1461, 1222)
text-paragraph: Ἐὰν ἡ Υ. Μεγαλειότης, εὐαρεστηθῇ, δύναται ν' ἀναγνώσῃ τὸ ἐπίσημον βιβλίον Ἀγγλικὸν Ναυτικὸν «Βρασέϊ» τοῦ ἔτους 1914, ἐν ᾧ ἐν σελίσι 203, 204, 205, 206 θ' ἀνεύρῃ ὅτι, τὰ μὲν πρὸ τοῦ 1913 τοιαῦτα πλοῖα μόνον εἰς 5500 τόννους καὶ ταχύτητα 25 μιλλίων καὶ ὅτι τὰ πλοῖα «Π. Κουντουριώτης» κλπ., ἐν ἔτει 1914 ἔτος ἐπελήφθη ἡ ναυπήγησις, κατὰ τὰ σχέδια τοῦ Ναυαρχείου. (936, 1149, 1236, 1287)
column-3 (667, 129, 924, 2038)
text-paragraph: Ὁ ἄγνωστος ἐγεχασμήθη. (169, 409, 321, 424)
text-paragraph: Ἐπὶ δὲ μᾶλλον ἐπιβάλλεται τοῦτο ἐκ τῆς ὑφισταμένης οἰκονομικῆς κρίσεως, ἧς τὰ ἀποτελέσματα θέλουσιν ἔτι ἐπὶ μακρὸν χρόνον ἀποβῆ βαρύτατα διὰ τὸ Κράτος. (936, 1288, 1236, 1349)
signature-line: ὑπήκοος (1060, 1368, 1111, 1383)
divider (674, 1663, 918, 1666)
text-paragraph: Ἐν τούτοις ὅμως φίλοι του ἐνισχύουσιν σ ώ ν ε ι κ α ὶ κ α λ ὰ νὰ φέρουν πάλιν τὸ ζήτημα τῶν παραγγελιῶν τῶν πλοίων, ἐλλείψει ἴσως ἄλλου θέματος, ἀγνοοῦντες πόσον κακὸν ἠμποροῦν νὰ προσφέρουν πρὸς τὸν ἀρχηγὸν των. Ὑποθέτομεν ὅτι θὰ συνέλθουν εἰς τὴν ἀπόφασιν νὰ σιωπήσουν, διότι οὐδεὶς ἀπέβαλεν τὰς παραγγελίας ταύτας, ὅσον καὶ ἂν φαίνονται ἐξυπηρετούμεναι. (674, 496, 918, 664)
text-paragraph: — Μὰ τί θέλετε λοιπόν; Ποῖον εἶνε τὸ σύστημά σας; (158, 767, 392, 797)
text-paragraph: Ἐπίσης εὐχαριστῶ θερμῶς τοὺς κ. κ. Νικ. Φατσέαν καὶ Νικ. Εὐκλείδην, τῇ ἀληθείᾳ τυχηροὺς οἱ ἀσθενεῖς ὅσοι ἔχουν ὡς ἰατροὺς αὐτούς. (674, 1378, 918, 1439)
article-subheadline: ΕΦΕΔΡΩΝ ΑΝΘΥΠΟΛΟΧΑΓΩΝ (973, 1432, 1198, 1448)
signature-line: Τῆς Υ. Μεγαλειότητος (1020, 1351, 1152, 1366)
text-paragraph: Ἐὰν οἱ ἁρμόδιοι ἐπιθυμοῦσι νὰ τὴν θεωρήσωσι λήξασαν, πρέπει νὰ τὸ εἴπωσι διὰ νὰ γνωρίζωμεν ποῖοι εἶνε οἱ ὑπεύθυνοι καὶ νὰ ἐκφράσωμεν τὴν γνώμην μας, ἐξ ὑπαρχῆς, διότι ἐπὶ τῶν ὑποθέσεων τοιαύτης φύσεως δὲν πρέπει νὰ παρεισφρέῃ ἡ πολιτικὴ ἀντίληψις τῆς ἐποχῆς. (674, 982, 918, 1104)
text-paragraph: Διὰ Βασιλικοῦ Διατάγματος δημοσιευθέντος εἰς τὴν «Ἐφημερίδα τῆς Κυβερνήσεως», οἱ ἀπὸ τῆς Φεβρουαρίου ἐ. ἔ. προαχθέντες ἔφεδροι ἀνθυπολοχαγοὶ τοῦ Πυροβολικοῦ τοποθετοῦνται ὡς ἑξῆς: (936, 1452, 1236, 1529)
text-paragraph: Φέρεται εἰς γνῶσιν τῶν ἐξ ἀδελφῶν μελῶν τῆς Ἀμοιβαίας, ὅτι συγκαλεῖται γενικὴ συνέλευσις καὶ ἐκλογὴ διὰ τὴν Κυριακὴν 5 τοῦ Ἀπριλίου. Αἱ ἐκλογαὶ διενεργηθήσονται εἰς τὰ γραφεῖα τῆς ἑταιρείας. (674, 1531, 918, 1622)
columns (151, 129, 1474, 2452)
text-paragraph: Ἡ Ἀγγλικὴ Κυβέρνησις ἀνήγγειλεν εἰς τὴν Ἑλληνικήν, ὅτι προτίθεται νὰ κατακρατήσῃ τὰ ἐν Ἀγγλίᾳ ναυπηγούμενα ἀθωράκιστα καταδρομικὰ «Π. Κουντουριώτης» κλπ., ἀπαλλάττουσα τὸ Ἑλληνικὸν Δημόσιον τῆς πληρωμῆς τῶν 40 ἑκ., βεβαιοῦται δὲ ὅτι ἡ Ἑλληνικὴ Κυβέρνησις μεγίστας καταβάλλει προσπαθείας, ὅπως ἐπιτύχῃ τὴν ἀναθεώρησιν τῆς ἀποφάσεως τῆς Ἀγγλικῆς Κυβερνήσεως, δι' ὃ ὑπέρτατον καθῆκόν μοι ἐπιβάλλει, ὅπως ἀπευθυνθῶ πρὸς τὴν Α. Μ. τὸν Βασιλέα. (936, 360, 1236, 527)
text-paragraph: Τὰ πλοῖα ταῦτα εἰσὶν ἀθωράκιστα, λεπτότατον δὲ μόνον ἔχουσι θώρακα, 7 ἑκ., ἐκ τῆς χρησιμοποιήσεως δὲ τῶν βασιμάτων αὐτοῖς, οὐδεμίαν ὑπεροχὴν ἔχουσι ἀπὸ τὰ πλοῖα τῆς Τουρκίας. (936, 623, 1236, 699)
text-paragraph: Εἰς τὴν Θεσσαλονίκην πληροφοροῦμεθα ὅτι μεταξὺ τῶν πολιτικῶν κύκλων φαίνεται ἐπικρατοῦσα ἡ γνώμη ὅτι οἱ ὑποψήφιοι πρέπει νὰ ἐκτεθῶσιν ὡς ἄντιπαθεῖς. Οἱ τέσσαρες ἐκ τῆς Βουλῆς ἐπιφανεῖς ὑποψήφιοι ἀνεξάρτητοι δὲν φαίνονται συγκεντρωμένοι. (409, 262, 657, 399)
main-headline-line-3: ΠΡΟΣ ΤΗΝ Α. ΜΕΓΑΛΕΙΟΤΗΤΑ (1004, 300, 1168, 339)
article-subheadline: Η ΑΠΟΦΑΣΙΣ ΤΗΣ ΓΑΛΛΙΑΣ (1277, 584, 1445, 598)
column-4 (928, 129, 1244, 2121)
ornament-separator: 〰〰〰〰 (510, 1591, 556, 1602)
text-paragraph: Ἀφοῦ ἐξῆρεν, ἔπειτα, τὸν ἡρωϊσμὸν τῶν συμμάχων, ὁ κ. Βιβιανὶ, προσέθηκε: (1254, 604, 1468, 649)
text-paragraph: Ταῦτα πληρωθέντα ὑπὸ τῆς Ἀγγλικῆς Κυβερνήσεως, ἥτις θὰ τὰ παρακρατήσῃ, εἶνε κατ' ἀρχὴν περὶ πλοίων. Ὑπάρχουσι τόσαι ἀνάγκαι ἐπιτακτικαὶ τοῦ Κράτους διὰ ἄλλα πολεμικὰ πλοῖα, ὥστε θὰ ἦτο ἀνάγκη ἡ Κυβέρνησις νὰ διαπραγματευθῇ εὐθέως. (409, 1263, 657, 1369)
signature-name: ΛΥΚ. Δ. ΤΣΟΥΚΑΛΑΣ (1095, 1386, 1230, 1401)
text-paragraph: Διὰ τῆς δημοσιευομένης ἐν ἄλλῃ στήλῃ ἐπιστολῆς τοῦ κ. Λ. Τσουκαλᾶ πρὸς τὴν Α. Μ. τὸν Βασιλέα, διακηρύσσεται μία ἀλήθεια. Δεδομένου ὅτι ἐν τῇ Ἀγγλίᾳ ναυπηγούμενα πλοῖα ἡμῶν, ἀθωράκιστα καὶ ἐστερημένα πυροβολικοῦ, θώρακος καὶ ταχύτητος, παρηγγέλθησαν ὑπὸ τῆς Κυβερνήσεως, ὑπεσχέθη ἡ ἀποστολὴ αὐτῶν. (409, 1000, 657, 1137)
divider (674, 1496, 918, 1499)
article-headline: ΣΟΝΕΙ ΚΑΙ ΚΑΛΑ (706, 316, 885, 339)
text-paragraph: «Θέλομεν τὴν ἐλευθερίαν τῆς Βελγίου, τὴν ἀπόδοσιν τῶν ἀπολεσθεισῶν ἐπαρχιῶν, τὴν ἐξασφάλισιν τῆς εἰρήνης καὶ ὅτι θὰ ἔχωμεν συνθήκην εἰρήνης μὲ τοὺς αὐτοὺς ὅρους, τοὺς ὁποίους ἐθέσαμεν ὡς βάσιν. Αὐτὴ εἶνε ἡ ἀποστολὴ μας καὶ εἴμεθα ἀποφασισμένοι νὰ ἐκτελέσωμεν αὐτὴν μέχρι τέλους.» (1254, 775, 1468, 927)
main-headline-line-2: ΤΟΥ κ. Λ. ΤΣΟΥΚΑΛΑ (981, 223, 1191, 298)
